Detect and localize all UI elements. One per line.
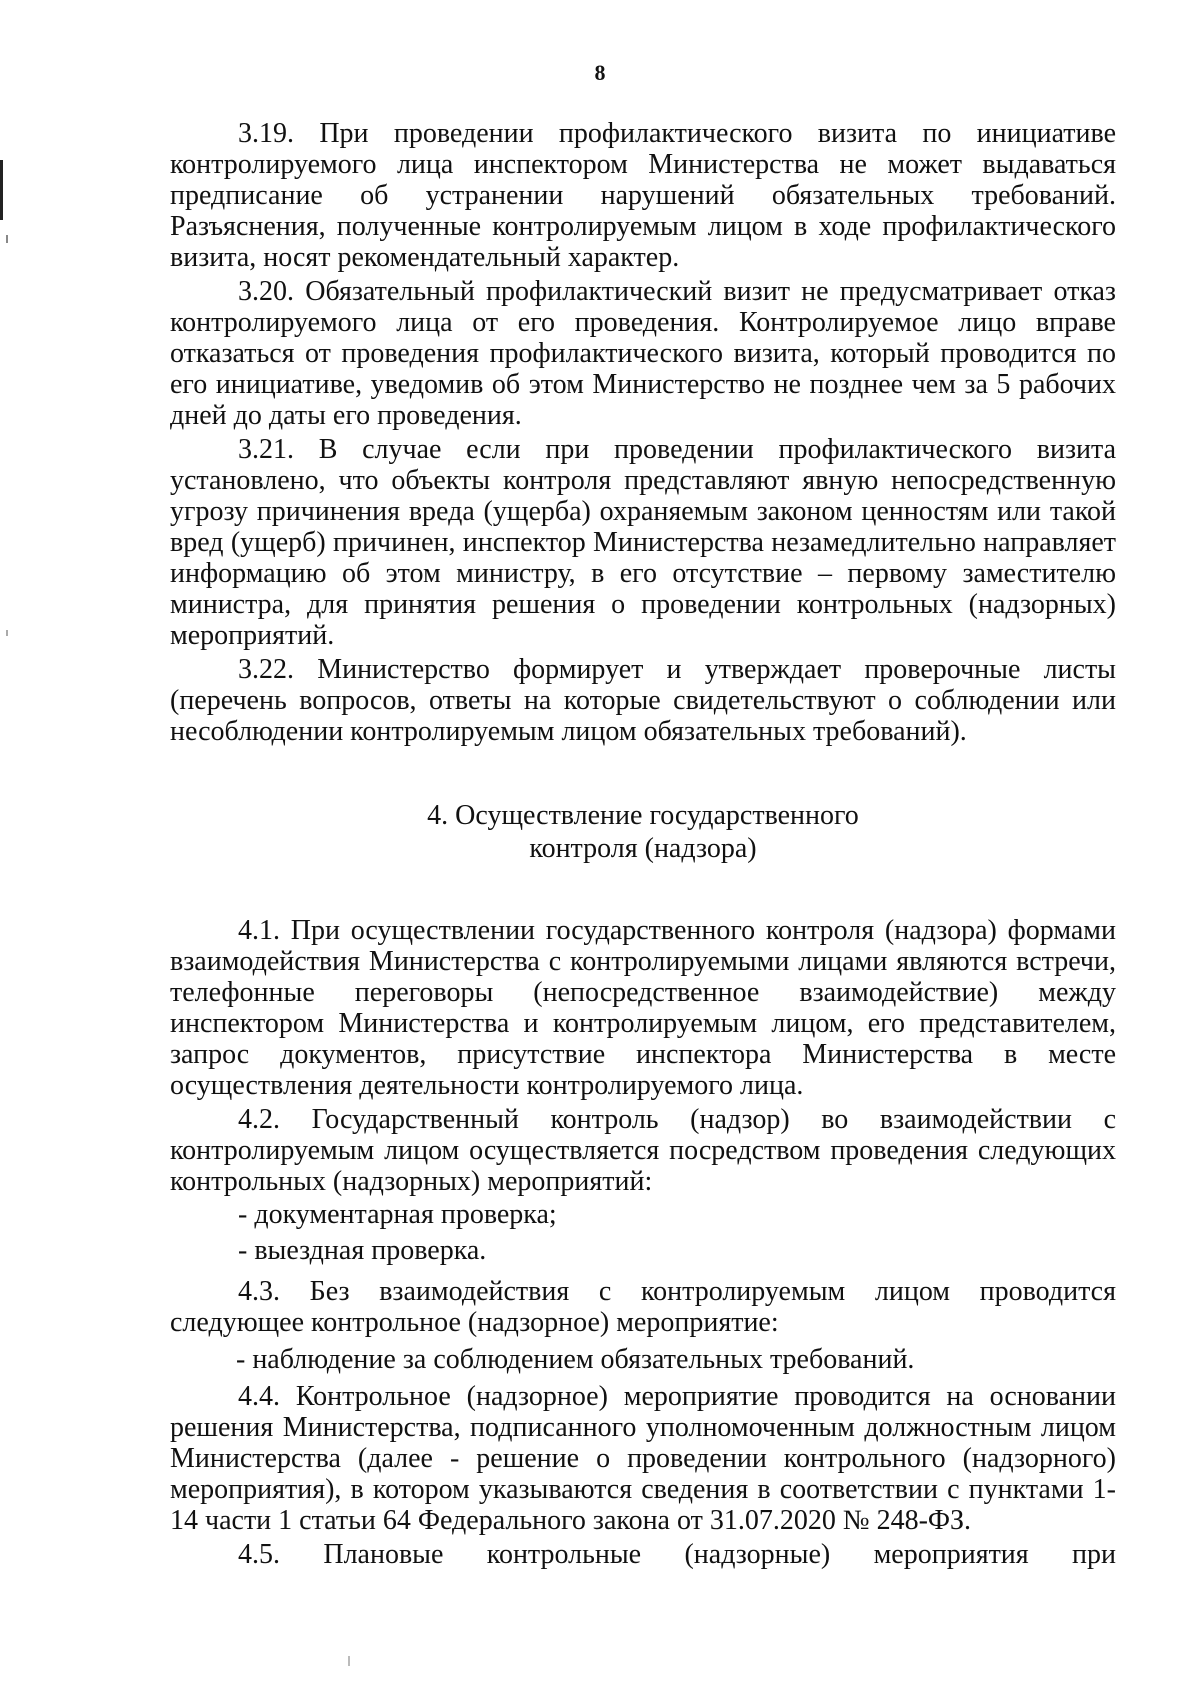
document-body	[170, 118, 1116, 1570]
section-heading-line: 4. Осуществление государственного	[427, 800, 859, 831]
list-item: - наблюдение за соблюдением обязательных требований.	[236, 1344, 915, 1375]
scan-speck	[348, 1656, 350, 1666]
paragraph-4-1: 4.1. При осуществлении государственного контроля (надзора) формами взаимодействия Министерства с контролируемыми лицами являются встречи, телефонные переговоры (непосредственное взаимодействие) между инспектором Министерства и контролируемым лицом, его представителем, запрос документов, присутствие инспектора Министерства в месте осуществления деятельности контролируемого лица.	[170, 915, 1116, 1101]
list-item: - выездная проверка.	[238, 1235, 487, 1266]
paragraph-4-2: 4.2. Государственный контроль (надзор) во взаимодействии с контролируемым лицом осуществляется посредством проведения следующих контрольных (надзорных) мероприятий:	[170, 1104, 1116, 1197]
scan-edge-tick	[6, 235, 8, 243]
paragraph-4-3: 4.3. Без взаимодействия с контролируемым лицом проводится следующее контрольное (надзорное) мероприятие:	[170, 1276, 1116, 1338]
paragraph-4-5: 4.5. Плановые контрольные (надзорные) мероприятия при	[238, 1539, 1116, 1570]
paragraph-3-22: 3.22. Министерство формирует и утверждает проверочные листы (перечень вопросов, ответы на которые свидетельствуют о соблюдении или несоблюдении контролируемым лицом обязательных требований).	[170, 654, 1116, 747]
section-heading-line: контроля (надзора)	[529, 833, 757, 864]
page-number: 8	[594, 60, 606, 85]
list-item: - документарная проверка;	[238, 1199, 557, 1230]
paragraph-3-19: 3.19. При проведении профилактического визита по инициативе контролируемого лица инспектором Министерства не может выдаваться предписание об устранении нарушений обязательных требований. Разъяснения, полученные контролируемым лицом в ходе профилактического визита, носят рекомендательный характер.	[170, 118, 1116, 273]
paragraph-4-4: 4.4. Контрольное (надзорное) мероприятие проводится на основании решения Министерства, подписанного уполномоченным должностным лицом Министерства (далее - решение о проведении контрольного (надзорного) мероприятия), в котором указываются сведения в соответствии с пунктами 1-14 части 1 статьи 64 Федерального закона от 31.07.2020 № 248-ФЗ.	[170, 1381, 1116, 1536]
paragraph-3-20: 3.20. Обязательный профилактический визит не предусматривает отказ контролируемого лица от его проведения. Контролируемое лицо вправе отказаться от проведения профилактического визита, который проводится по его инициативе, уведомив об этом Министерство не позднее чем за 5 рабочих дней до даты его проведения.	[170, 276, 1116, 431]
scan-edge-tick	[6, 630, 8, 636]
section-heading	[170, 799, 1116, 865]
scan-edge-mark	[0, 160, 3, 220]
paragraph-3-21: 3.21. В случае если при проведении профилактического визита установлено, что объекты контроля представляют явную непосредственную угрозу причинения вреда (ущерба) охраняемым законом ценностям или такой вред (ущерб) причинен, инспектор Министерства незамедлительно направляет информацию об этом министру, в его отсутствие – первому заместителю министра, для принятия решения о проведении контрольных (надзорных) мероприятий.	[170, 434, 1116, 651]
